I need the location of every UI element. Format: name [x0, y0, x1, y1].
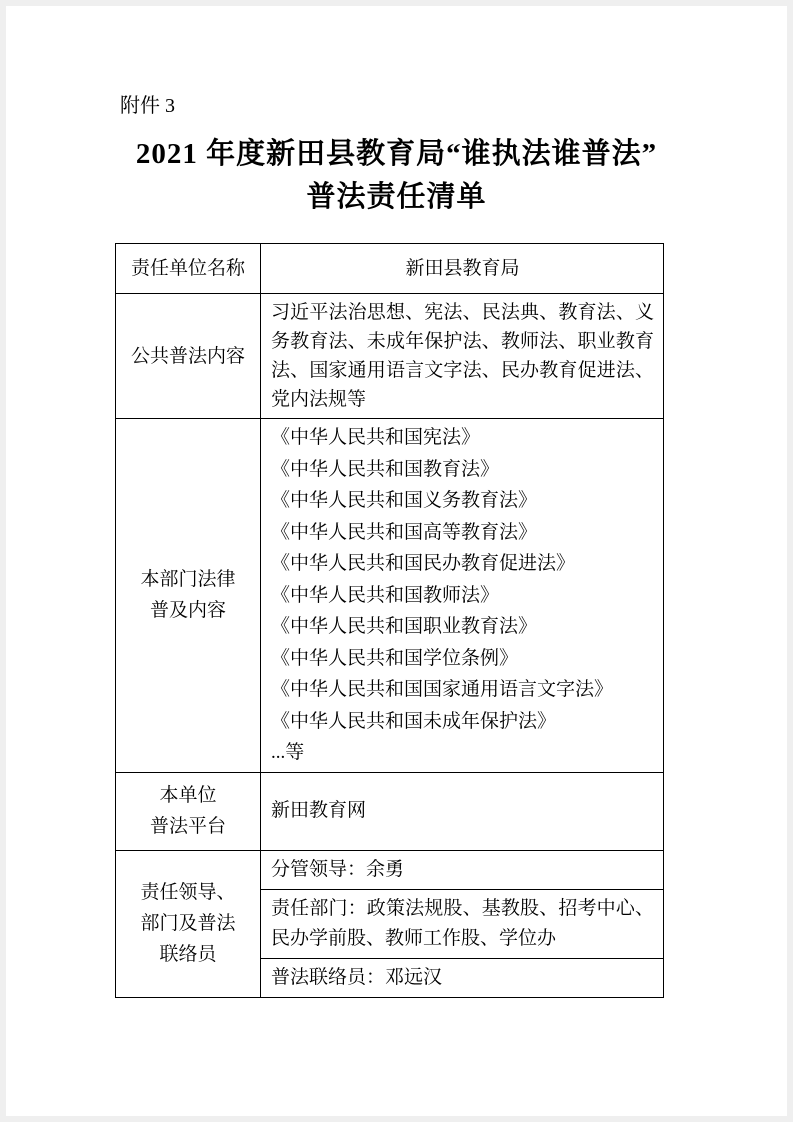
attachment-label: 附件 3	[120, 95, 175, 117]
law-item: 《中华人民共和国教育法》	[271, 458, 500, 480]
department-laws-list	[261, 419, 664, 773]
responsible-unit-value: 新田县教育局	[261, 244, 664, 294]
department-laws-label-line1: 本部门法律	[140, 569, 236, 591]
department-laws-label-line2: 普及内容	[149, 600, 226, 622]
leaders-label-line3: 联络员	[159, 944, 217, 965]
row-leaders	[116, 850, 664, 889]
law-item: 《中华人民共和国义务教育法》	[271, 490, 538, 511]
law-item: 《中华人民共和国未成年保护法》	[271, 710, 557, 732]
law-item: 《中华人民共和国职业教育法》	[271, 616, 538, 637]
row-department-laws	[116, 419, 664, 773]
department-laws-label	[116, 419, 261, 773]
document-page	[6, 6, 787, 1116]
law-item: 《中华人民共和国学位条例》	[271, 647, 519, 669]
document-title-line1: 2021 年度新田县教育局“谁执法谁普法”	[135, 138, 658, 170]
public-content-value: 习近平法治思想、宪法、民法典、教育法、义务教育法、未成年保护法、教师法、职业教育法、国家通用语言文字法、民办教育促进法、党内法规等	[261, 294, 664, 419]
law-item-etc: ...等	[271, 742, 305, 763]
public-content-label: 公共普法内容	[116, 294, 261, 419]
platform-label-line1: 本单位	[159, 785, 217, 806]
platform-value: 新田教育网	[261, 772, 664, 850]
law-item: 《中华人民共和国教师法》	[271, 584, 500, 606]
law-item: 《中华人民共和国宪法》	[271, 427, 481, 448]
responsibility-table	[115, 243, 664, 998]
row-responsible-unit	[116, 244, 664, 294]
row-public-content	[116, 294, 664, 419]
document-title	[6, 133, 787, 219]
document-title-line2: 普法责任清单	[306, 181, 487, 213]
responsible-departments: 责任部门：政策法规股、基教股、招考中心、民办学前股、教师工作股、学位办	[261, 889, 664, 958]
leaders-label-line1: 责任领导、	[140, 882, 236, 903]
law-item: 《中华人民共和国国家通用语言文字法》	[271, 679, 614, 700]
leader-in-charge: 分管领导：余勇	[261, 850, 664, 889]
responsible-unit-label: 责任单位名称	[116, 244, 261, 294]
platform-label	[116, 772, 261, 850]
leaders-label-line2: 部门及普法	[140, 913, 236, 934]
liaison-officer: 普法联络员：邓远汉	[261, 958, 664, 997]
law-item: 《中华人民共和国高等教育法》	[271, 521, 538, 543]
law-item: 《中华人民共和国民办教育促进法》	[271, 553, 576, 574]
platform-label-line2: 普法平台	[149, 816, 226, 837]
row-platform	[116, 772, 664, 850]
leaders-label	[116, 850, 261, 997]
